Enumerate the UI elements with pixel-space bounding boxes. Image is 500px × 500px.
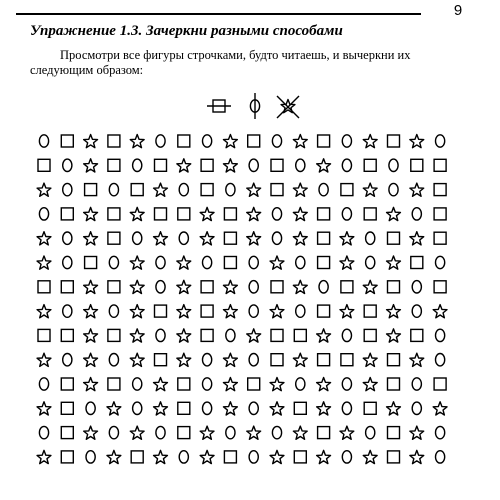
- star-icon: [154, 402, 168, 415]
- star-icon: [84, 159, 98, 172]
- star-icon: [340, 256, 354, 269]
- circle-icon: [366, 256, 375, 268]
- star-icon: [340, 232, 354, 245]
- square-icon: [201, 281, 213, 293]
- circle-icon: [109, 183, 118, 195]
- page-number: 9: [453, 2, 463, 19]
- star-icon: [37, 183, 51, 196]
- star-icon: [270, 450, 284, 463]
- square-icon: [178, 402, 190, 414]
- circle-icon: [109, 305, 118, 317]
- square-icon: [61, 135, 73, 147]
- star-icon: [363, 353, 377, 366]
- star-icon: [293, 353, 307, 366]
- square-icon: [224, 451, 236, 463]
- square-icon: [434, 378, 446, 390]
- circle-icon: [272, 232, 281, 244]
- square-icon: [224, 208, 236, 220]
- figure-row: [39, 135, 444, 148]
- star-icon: [363, 378, 377, 391]
- star-icon: [363, 280, 377, 293]
- square-icon: [201, 159, 213, 171]
- square-icon: [388, 135, 400, 147]
- circle-icon: [63, 159, 72, 171]
- circle-icon: [389, 159, 398, 171]
- star-icon: [247, 183, 261, 196]
- star-icon: [317, 378, 331, 391]
- star-icon: [130, 305, 144, 318]
- square-icon: [38, 281, 50, 293]
- square-icon: [61, 378, 73, 390]
- circle-icon: [249, 281, 258, 293]
- square-icon: [85, 257, 97, 269]
- star-icon: [130, 353, 144, 366]
- square-icon: [131, 184, 143, 196]
- square-icon: [388, 354, 400, 366]
- square-icon: [201, 184, 213, 196]
- star-icon: [107, 402, 121, 415]
- circle-icon: [412, 378, 421, 390]
- circle-icon: [109, 426, 118, 438]
- circle-icon: [203, 256, 212, 268]
- star-icon: [154, 378, 168, 391]
- circle-icon: [436, 451, 445, 463]
- circle-icon: [412, 305, 421, 317]
- circle-icon: [109, 256, 118, 268]
- star-icon: [84, 232, 98, 245]
- square-icon: [61, 427, 73, 439]
- square-icon: [364, 159, 376, 171]
- circle-icon: [63, 183, 72, 195]
- star-icon: [340, 426, 354, 439]
- figure-row: [37, 305, 447, 318]
- figure-row: [38, 280, 446, 293]
- star-icon: [177, 305, 191, 318]
- square-icon: [434, 208, 446, 220]
- star-icon: [130, 135, 144, 148]
- star-icon: [37, 305, 51, 318]
- circle-icon: [319, 281, 328, 293]
- star-icon: [37, 450, 51, 463]
- star-icon: [317, 402, 331, 415]
- star-icon: [200, 207, 214, 220]
- circle-icon: [203, 378, 212, 390]
- star-icon: [247, 207, 261, 220]
- square-icon: [61, 208, 73, 220]
- circle-icon: [156, 135, 165, 147]
- star-icon: [223, 280, 237, 293]
- square-icon: [85, 184, 97, 196]
- star-icon: [154, 450, 168, 463]
- star-icon: [177, 353, 191, 366]
- square-icon: [224, 232, 236, 244]
- square-icon: [434, 184, 446, 196]
- figure-row: [37, 232, 446, 245]
- circle-icon: [39, 426, 48, 438]
- star-icon: [317, 329, 331, 342]
- square-icon: [411, 159, 423, 171]
- circle-icon: [342, 329, 351, 341]
- star-icon: [37, 256, 51, 269]
- square-icon: [61, 281, 73, 293]
- circle-icon: [179, 183, 188, 195]
- star-icon: [410, 353, 424, 366]
- star-icon: [410, 426, 424, 439]
- square-icon: [434, 232, 446, 244]
- square-icon: [341, 184, 353, 196]
- circle-icon: [156, 281, 165, 293]
- exercise-title: Упражнение 1.3. Зачеркни разными способами: [30, 23, 343, 39]
- circle-icon: [272, 135, 281, 147]
- circle-icon: [342, 135, 351, 147]
- circle-icon: [296, 305, 305, 317]
- square-icon: [271, 184, 283, 196]
- square-icon: [294, 329, 306, 341]
- circle-icon: [203, 354, 212, 366]
- square-icon: [318, 135, 330, 147]
- circle-icon: [412, 281, 421, 293]
- circle-icon: [39, 208, 48, 220]
- square-icon: [294, 451, 306, 463]
- star-icon: [84, 329, 98, 342]
- square-icon: [364, 305, 376, 317]
- square-icon: [38, 329, 50, 341]
- square-icon: [201, 305, 213, 317]
- star-icon: [130, 256, 144, 269]
- circle-icon: [63, 256, 72, 268]
- circle-icon: [203, 402, 212, 414]
- figure-row: [39, 378, 446, 391]
- star-icon: [433, 305, 447, 318]
- square-icon: [434, 281, 446, 293]
- star-icon: [84, 280, 98, 293]
- circle-icon: [342, 159, 351, 171]
- figure-row: [39, 426, 444, 439]
- star-icon: [200, 426, 214, 439]
- circle-icon: [436, 354, 445, 366]
- square-icon: [318, 232, 330, 244]
- circle-icon: [366, 426, 375, 438]
- star-icon: [270, 256, 284, 269]
- circle-icon: [226, 329, 235, 341]
- circle-icon: [179, 232, 188, 244]
- star-icon: [154, 183, 168, 196]
- circle-icon: [272, 208, 281, 220]
- square-icon: [178, 208, 190, 220]
- circle-icon: [109, 354, 118, 366]
- star-icon: [200, 450, 214, 463]
- circle-icon: [156, 256, 165, 268]
- circle-icon: [436, 135, 445, 147]
- circle-icon: [179, 451, 188, 463]
- star-icon: [37, 232, 51, 245]
- circle-icon: [203, 135, 212, 147]
- square-icon: [155, 208, 167, 220]
- figure-row: [37, 402, 447, 415]
- star-icon: [84, 353, 98, 366]
- star-icon: [410, 450, 424, 463]
- square-icon: [271, 354, 283, 366]
- circle-icon: [249, 354, 258, 366]
- square-icon: [178, 135, 190, 147]
- instructions-body: Просмотри все фигуры строчками, будто читаешь, и вычеркни их следующим образом:: [30, 48, 411, 77]
- square-icon: [364, 208, 376, 220]
- star-icon: [247, 426, 261, 439]
- square-icon: [271, 159, 283, 171]
- star-icon: [410, 232, 424, 245]
- circle-icon: [133, 159, 142, 171]
- square-icon: [61, 402, 73, 414]
- square-icon: [108, 208, 120, 220]
- star-icon: [154, 232, 168, 245]
- square-icon: [434, 159, 446, 171]
- circle-icon: [249, 402, 258, 414]
- circle-icon: [63, 354, 72, 366]
- square-icon: [271, 329, 283, 341]
- circle-icon: [366, 232, 375, 244]
- square-icon: [108, 378, 120, 390]
- star-icon: [107, 450, 121, 463]
- circle-icon: [342, 208, 351, 220]
- figure-row: [37, 183, 446, 196]
- star-icon: [387, 329, 401, 342]
- square-icon: [341, 354, 353, 366]
- star-icon: [223, 402, 237, 415]
- square-icon: [155, 305, 167, 317]
- star-icon: [130, 329, 144, 342]
- square-icon: [108, 159, 120, 171]
- circle-icon: [86, 451, 95, 463]
- square-icon: [318, 257, 330, 269]
- star-icon: [130, 280, 144, 293]
- square-icon: [411, 257, 423, 269]
- star-icon: [293, 207, 307, 220]
- star-icon: [37, 402, 51, 415]
- star-icon: [293, 426, 307, 439]
- star-icon: [130, 426, 144, 439]
- star-icon: [363, 183, 377, 196]
- square-icon: [318, 427, 330, 439]
- square-icon: [318, 354, 330, 366]
- circle-icon: [296, 256, 305, 268]
- star-icon: [84, 378, 98, 391]
- circle-icon: [342, 402, 351, 414]
- figure-row: [38, 159, 446, 172]
- circle-icon: [226, 183, 235, 195]
- circle-icon: [436, 256, 445, 268]
- star-icon: [387, 305, 401, 318]
- circle-icon: [156, 426, 165, 438]
- square-icon: [224, 257, 236, 269]
- star-icon: [84, 135, 98, 148]
- star-icon: [247, 329, 261, 342]
- figure-row: [37, 353, 445, 366]
- star-icon: [270, 305, 284, 318]
- circle-icon: [133, 232, 142, 244]
- square-icon: [248, 135, 260, 147]
- square-icon: [411, 329, 423, 341]
- star-icon: [223, 305, 237, 318]
- star-icon: [223, 159, 237, 172]
- star-icon: [340, 305, 354, 318]
- square-icon: [318, 305, 330, 317]
- circle-icon: [319, 183, 328, 195]
- circle-icon: [86, 402, 95, 414]
- star-icon: [177, 159, 191, 172]
- star-icon: [247, 232, 261, 245]
- circle-icon: [249, 305, 258, 317]
- star-icon: [130, 207, 144, 220]
- square-icon: [318, 208, 330, 220]
- circle-icon: [436, 426, 445, 438]
- star-icon: [177, 280, 191, 293]
- star-icon: [293, 232, 307, 245]
- star-icon: [223, 378, 237, 391]
- star-icon: [317, 159, 331, 172]
- square-icon: [294, 402, 306, 414]
- star-icon: [387, 256, 401, 269]
- circle-icon: [249, 159, 258, 171]
- circle-icon: [63, 232, 72, 244]
- square-icon: [108, 232, 120, 244]
- star-icon: [363, 450, 377, 463]
- figure-row: [37, 256, 445, 269]
- square-icon: [388, 378, 400, 390]
- square-icon: [178, 427, 190, 439]
- circle-icon: [342, 378, 351, 390]
- star-icon: [37, 353, 51, 366]
- circle-icon: [133, 402, 142, 414]
- star-icon: [293, 135, 307, 148]
- circle-icon: [412, 208, 421, 220]
- square-icon: [388, 232, 400, 244]
- square-icon: [38, 159, 50, 171]
- circle-icon: [63, 305, 72, 317]
- star-icon: [387, 402, 401, 415]
- square-icon: [271, 281, 283, 293]
- star-icon: [293, 183, 307, 196]
- circle-icon: [39, 378, 48, 390]
- circle-icon: [342, 451, 351, 463]
- star-icon: [223, 353, 237, 366]
- square-icon: [108, 281, 120, 293]
- star-icon: [84, 426, 98, 439]
- circle-icon: [436, 329, 445, 341]
- square-icon: [388, 281, 400, 293]
- star-icon: [270, 378, 284, 391]
- star-icon: [410, 183, 424, 196]
- square-icon: [248, 378, 260, 390]
- square-icon: [201, 329, 213, 341]
- circle-icon: [296, 159, 305, 171]
- square-icon: [155, 354, 167, 366]
- circle-icon: [412, 402, 421, 414]
- square-icon: [61, 451, 73, 463]
- square-icon: [131, 451, 143, 463]
- star-icon: [293, 280, 307, 293]
- square-icon: [178, 378, 190, 390]
- square-icon: [108, 329, 120, 341]
- square-icon: [388, 451, 400, 463]
- star-icon: [177, 329, 191, 342]
- star-icon: [177, 256, 191, 269]
- figure-row: [37, 450, 445, 463]
- star-icon: [363, 135, 377, 148]
- star-icon: [317, 450, 331, 463]
- square-icon: [388, 427, 400, 439]
- square-icon: [61, 329, 73, 341]
- star-icon: [433, 402, 447, 415]
- figure-row: [39, 207, 446, 220]
- star-icon: [223, 135, 237, 148]
- square-icon: [108, 135, 120, 147]
- circle-icon: [133, 378, 142, 390]
- figure-row: [38, 329, 445, 342]
- star-icon: [84, 305, 98, 318]
- circle-icon: [226, 426, 235, 438]
- circle-icon: [156, 329, 165, 341]
- circle-icon: [249, 256, 258, 268]
- star-icon: [200, 232, 214, 245]
- square-icon: [341, 281, 353, 293]
- circle-icon: [296, 378, 305, 390]
- square-icon: [364, 402, 376, 414]
- circle-icon: [272, 426, 281, 438]
- star-icon: [270, 402, 284, 415]
- circle-icon: [249, 451, 258, 463]
- star-icon: [84, 207, 98, 220]
- circle-icon: [389, 183, 398, 195]
- square-icon: [155, 159, 167, 171]
- circle-icon: [39, 135, 48, 147]
- star-icon: [387, 207, 401, 220]
- square-icon: [364, 329, 376, 341]
- star-icon: [410, 135, 424, 148]
